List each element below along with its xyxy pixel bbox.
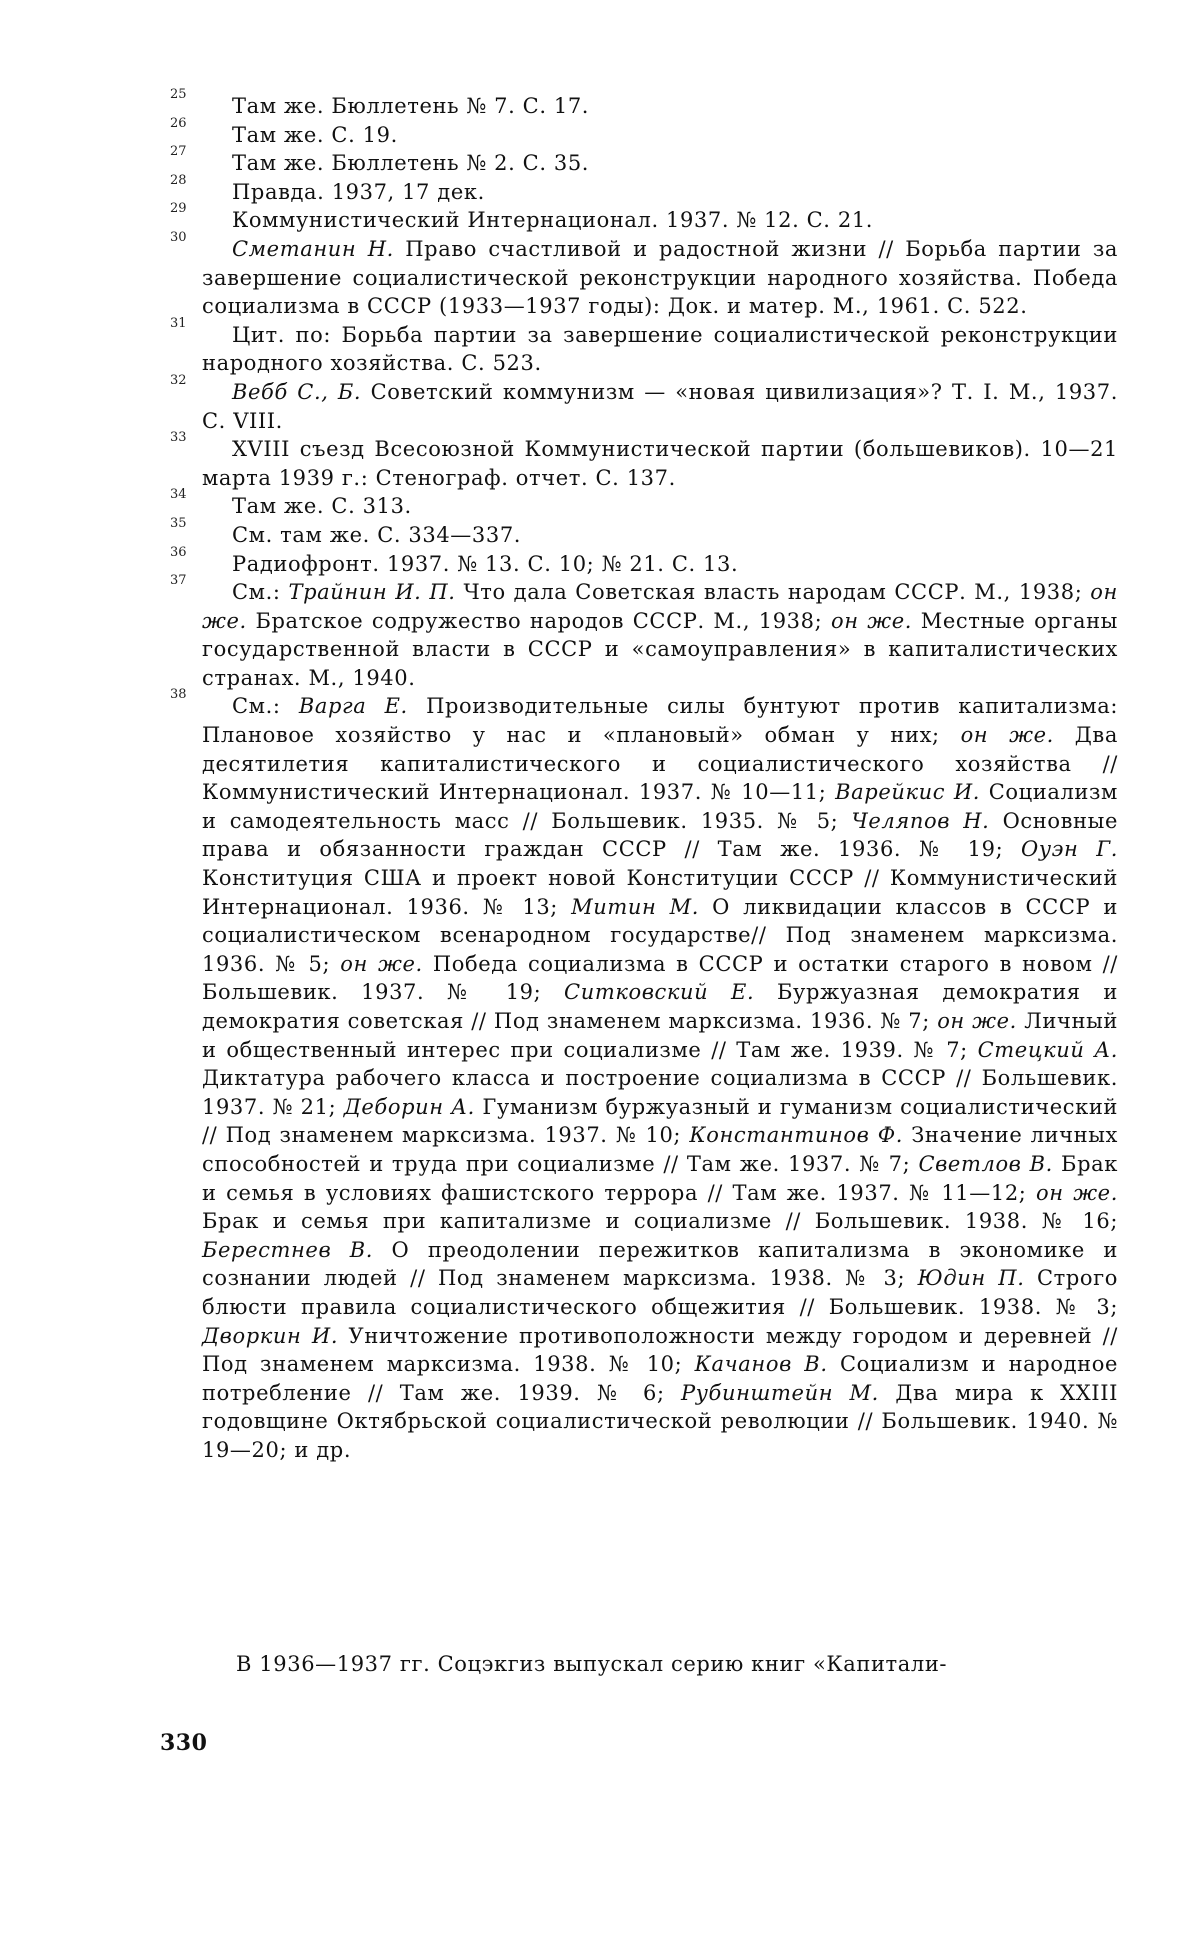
footnote-author: Юдин П.: [917, 1266, 1025, 1291]
footnote-number: 36: [170, 544, 187, 560]
footnote-text: Что дала Советская власть народам СССР. М., 1938;: [455, 580, 1091, 605]
footnote-text: Победа социализма в СССР и остатки старого в новом // Большевик. 1937. № 19;: [202, 951, 1118, 1005]
footnote-number: 32: [170, 372, 187, 388]
footnote-author: Оуэн Г.: [1021, 837, 1118, 862]
footnote-author: Варга Е.: [298, 694, 408, 719]
footnote-author: Дворкин И.: [202, 1323, 339, 1348]
footnotes-block: [170, 87, 1119, 1465]
footnote-number: 27: [170, 144, 187, 160]
footnote-author: он же.: [830, 608, 913, 633]
footnote-text: Производительные силы бунтуют против капитализма: Плановое хозяйство у нас и «плановый» обман у них;: [202, 694, 1118, 748]
footnote-number: 28: [170, 172, 187, 188]
footnote-text: Буржуазная демократия и демократия советская // Под знаменем марксизма. 1936. № 7;: [202, 980, 1118, 1033]
footnote-text: Значение личных способностей и труда при социализме // Там же. 1937. № 7;: [202, 1123, 1118, 1176]
footnote-author: он же.: [960, 723, 1054, 748]
footnote-28: [170, 172, 1118, 207]
footnote-body: [202, 694, 1118, 1461]
footnote-text: Там же. С. 19.: [232, 122, 398, 147]
footnote-number: 37: [170, 573, 187, 589]
footnote-number: 33: [170, 430, 187, 446]
footnote-text: Строго блюсти правила социалистического общежития // Большевик. 1938. № 3;: [202, 1266, 1119, 1319]
footnote-30: [170, 229, 1119, 321]
footnote-author: он же.: [1036, 1180, 1118, 1205]
footnote-text: Два мира к XXIII годовщине Октябрьской социалистической революции // Большевик. 1940. № 19—20; и др.: [202, 1380, 1118, 1462]
footnote-author: он же.: [202, 580, 1118, 633]
footnote-number: 30: [170, 229, 187, 245]
footnote-author: Вебб С., Б.: [232, 379, 362, 404]
footnote-author: он же.: [937, 1009, 1017, 1033]
footnote-text: См. там же. С. 334—337.: [232, 522, 522, 547]
footnote-text: Коммунистический Интернационал. 1937. № 12. С. 21.: [232, 208, 874, 233]
footnote-27: [170, 144, 1118, 178]
footnote-number: 26: [170, 115, 187, 131]
footnote-text: Советский коммунизм — «новая цивилизация»? Т. I. М., 1937. С. VIII.: [202, 379, 1118, 433]
footnote-text: XVIII съезд Всесоюзной Коммунистической партии (большевиков). 10—21 марта 1939 г.: Стенограф. отчет. С. 137.: [202, 437, 1118, 490]
footnote-text: Местные органы государственной власти в СССР и «самоуправления» в капиталистических странах. М., 1940.: [202, 608, 1118, 690]
footnote-number: 25: [170, 87, 187, 102]
footnote-text: См.:: [232, 694, 299, 719]
footnote-26: [170, 115, 1118, 150]
footnote-text: Там же. Бюллетень № 7. С. 17.: [232, 94, 590, 118]
footnote-lead: См.:: [232, 580, 289, 605]
footnote-author: Берестнев В.: [202, 1237, 374, 1262]
page-number: 330: [160, 1730, 208, 1756]
footnote-text: Личный и общественный интерес при социализме // Там же. 1939. № 7;: [202, 1009, 1118, 1062]
footnote-author: Трайнин И. П.: [288, 580, 456, 605]
footnote-text: Там же. С. 313.: [232, 494, 412, 519]
footnote-author: Светлов В.: [918, 1151, 1053, 1176]
footnote-text: Право счастливой и радостной жизни // Борьба партии за завершение социалистической реконструкции народного хозяйства. Победа социализма в СССР (1933—1937 годы): Док. и матер. М., 1961. С. 522.: [202, 236, 1119, 319]
footnote-number: 38: [170, 687, 187, 703]
footnote-number: 35: [170, 515, 187, 531]
footnote-number: 31: [170, 315, 187, 331]
footnote-number: 34: [170, 487, 187, 503]
footnote-34: [170, 487, 1118, 521]
footnote-author: Деборин А.: [343, 1094, 475, 1119]
footnote-author: Качанов В.: [694, 1352, 828, 1377]
footnote-37: [170, 573, 1118, 692]
footnote-text: Уничтожение противоположности между городом и деревней // Под знаменем марксизма. 1938. № 10;: [202, 1323, 1118, 1377]
footnote-author: Ситковский Е.: [564, 980, 755, 1005]
footnote-text: Братское содружество народов СССР. М., 1938;: [246, 608, 831, 633]
footnote-38: [170, 687, 1119, 1464]
footnote-author: он же.: [340, 951, 423, 976]
footnote-author: Митин М.: [571, 894, 700, 919]
footnote-text: Гуманизм буржуазный и гуманизм социалистический // Под знаменем марксизма. 1937. № 10;: [202, 1094, 1119, 1148]
footnote-text: О преодолении пережитков капитализма в экономике и сознании людей // Под знаменем марксизма. 1938. № 3;: [202, 1237, 1118, 1291]
body-text-line: В 1936—1937 гг. Соцэкгиз выпускал серию книг «Капитали-: [236, 1652, 948, 1676]
footnote-text: Основные права и обязанности граждан СССР // Там же. 1936. № 19;: [202, 808, 1118, 862]
footnote-author: Константинов Ф.: [689, 1123, 903, 1148]
footnote-author: Рубинштейн М.: [681, 1380, 879, 1405]
footnote-text: Там же. Бюллетень № 2. С. 35.: [232, 151, 590, 176]
footnote-25: [170, 87, 1118, 121]
footnote-text: Социализм и самодеятельность масс // Большевик. 1935. № 5;: [202, 780, 1118, 833]
footnote-text: Два десятилетия капиталистического и социалистического хозяйства // Коммунистический Интернационал. 1937. № 10—11;: [202, 723, 1118, 805]
footnote-32: [170, 372, 1118, 435]
footnote-author: Челяпов Н.: [851, 808, 990, 833]
footnote-text: Брак и семья при капитализме и социализме // Большевик. 1938. № 16;: [202, 1209, 1118, 1234]
footnote-author: Стецкий А.: [977, 1037, 1118, 1062]
footnote-number: 29: [170, 201, 187, 217]
footnote-author: Варейкис И.: [835, 780, 981, 805]
footnote-35: [170, 515, 1118, 550]
footnote-author: Сметанин Н.: [232, 236, 394, 261]
footnote-31: [170, 315, 1118, 378]
footnote-33: [170, 430, 1118, 492]
footnote-text: Диктатура рабочего класса и построение социализма в СССР // Большевик. 1937. № 21;: [202, 1066, 1118, 1119]
footnote-text: О ликвидации классов в СССР и социалистическом всенародном государстве// Под знаменем марксизма. 1936. № 5;: [202, 894, 1119, 976]
footnote-text: Радиофронт. 1937. № 13. С. 10; № 21. С. 13.: [232, 551, 739, 576]
footnote-29: [170, 201, 1118, 235]
footnote-text: Социализм и народное потребление // Там же. 1939. № 6;: [202, 1352, 1118, 1405]
footnote-text: Правда. 1937, 17 дек.: [232, 179, 485, 204]
footnote-text: Конституция США и проект новой Конституции СССР // Коммунистический Интернационал. 1936. № 13;: [202, 866, 1118, 919]
footnote-text: Цит. по: Борьба партии за завершение социалистической реконструкции народного хозяйства. С. 523.: [202, 322, 1118, 376]
footnote-36: [170, 544, 1118, 579]
footnote-text: Брак и семья в условиях фашистского террора // Там же. 1937. № 11—12;: [202, 1151, 1118, 1205]
